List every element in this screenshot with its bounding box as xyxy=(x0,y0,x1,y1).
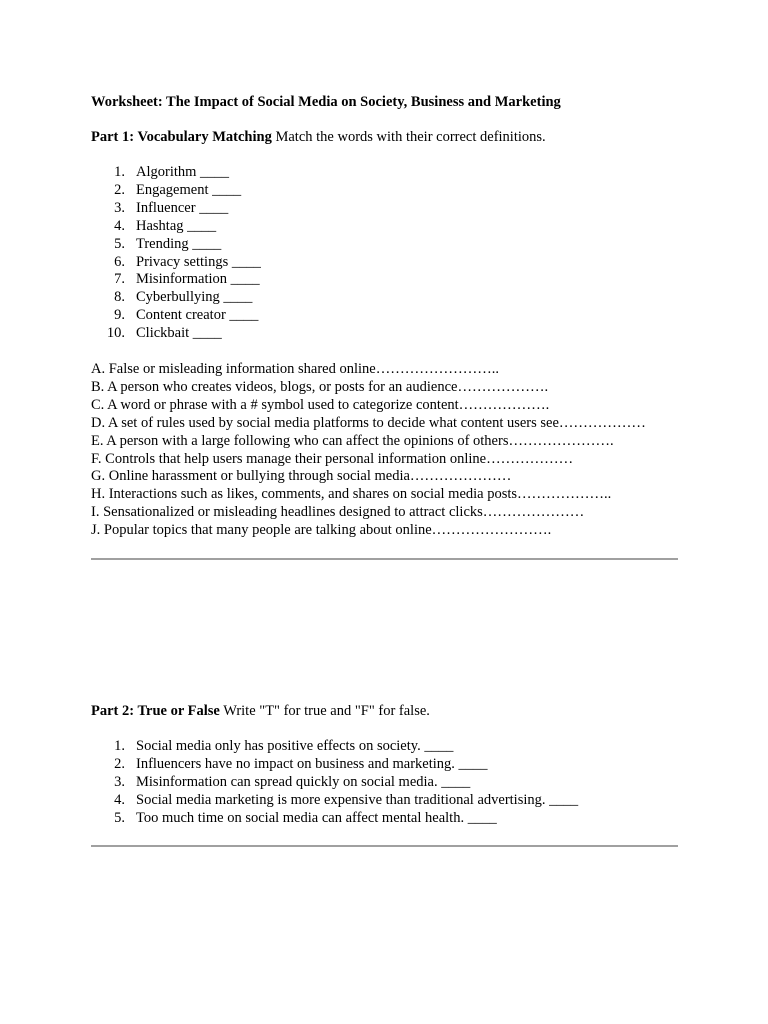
definition-item: E. A person with a large following who can affect the opinions of others…………………. xyxy=(91,432,614,449)
definition-item: D. A set of rules used by social media platforms to decide what content users see……………… xyxy=(91,414,646,431)
true-false-item xyxy=(91,792,578,810)
definition-item: H. Interactions such as likes, comments, and shares on social media posts……………….. xyxy=(91,486,612,503)
definitions-list xyxy=(91,361,646,540)
section-divider xyxy=(91,845,678,847)
part2-instruction: Write "T" for true and "F" for false. xyxy=(219,703,430,719)
term-number: 7. xyxy=(114,271,125,288)
term-text: Influencer ____ xyxy=(136,199,229,216)
term-text: Trending ____ xyxy=(136,235,222,252)
part1-instruction: Match the words with their correct definitions. xyxy=(271,129,546,145)
definition-item: G. Online harassment or bullying through social media………………… xyxy=(91,468,512,485)
term-text: Content creator ____ xyxy=(136,307,259,324)
part1-heading: Part 1: Vocabulary Matching xyxy=(91,129,272,145)
statement-number: 2. xyxy=(114,755,125,772)
vocab-term xyxy=(91,218,261,236)
vocab-term xyxy=(91,325,261,343)
term-number: 10. xyxy=(106,325,125,342)
statement-number: 5. xyxy=(114,809,125,826)
definition-item: A. False or misleading information shared online…………………….. xyxy=(91,361,499,377)
vocabulary-terms-list xyxy=(91,164,261,343)
term-number: 1. xyxy=(114,164,125,180)
true-false-item xyxy=(91,810,578,828)
term-text: Privacy settings ____ xyxy=(136,253,261,270)
vocab-term xyxy=(91,289,261,307)
term-number: 3. xyxy=(114,199,125,216)
vocab-term xyxy=(91,271,261,289)
vocab-term xyxy=(91,164,261,182)
vocab-term xyxy=(91,200,261,218)
definition-item: J. Popular topics that many people are talking about online……………………. xyxy=(91,522,552,539)
term-text: Cyberbullying ____ xyxy=(136,289,253,306)
term-number: 2. xyxy=(114,181,125,198)
statement-text: Influencers have no impact on business and marketing. ____ xyxy=(136,755,488,772)
term-text: Clickbait ____ xyxy=(136,325,222,342)
vocab-term xyxy=(91,254,261,272)
term-number: 4. xyxy=(114,217,125,234)
term-text: Misinformation ____ xyxy=(136,271,260,288)
statement-number: 3. xyxy=(114,773,125,790)
part1-heading-line xyxy=(91,128,546,146)
statement-text: Too much time on social media can affect mental health. ____ xyxy=(136,809,497,826)
definition-item: F. Controls that help users manage their personal information online……………… xyxy=(91,450,574,467)
section-divider xyxy=(91,558,678,560)
term-number: 5. xyxy=(114,235,125,252)
definition-item: I. Sensationalized or misleading headlines designed to attract clicks………………… xyxy=(91,504,585,521)
true-false-item xyxy=(91,738,578,756)
definition-item: C. A word or phrase with a # symbol used to categorize content………………. xyxy=(91,396,550,413)
true-false-list xyxy=(91,738,578,828)
vocab-term xyxy=(91,182,261,200)
true-false-item xyxy=(91,756,578,774)
statement-text: Misinformation can spread quickly on social media. ____ xyxy=(136,773,471,790)
vocab-term xyxy=(91,307,261,325)
part2-heading-line xyxy=(91,702,430,720)
statement-number: 1. xyxy=(114,738,125,754)
worksheet-title: Worksheet: The Impact of Social Media on Society, Business and Marketing xyxy=(91,94,561,110)
term-number: 8. xyxy=(114,289,125,306)
statement-text: Social media marketing is more expensive than traditional advertising. ____ xyxy=(136,791,579,808)
part2-heading: Part 2: True or False xyxy=(91,703,220,719)
term-number: 6. xyxy=(114,253,125,270)
term-number: 9. xyxy=(114,307,125,324)
term-text: Hashtag ____ xyxy=(136,217,217,234)
statement-number: 4. xyxy=(114,791,125,808)
definition-item: B. A person who creates videos, blogs, or posts for an audience………………. xyxy=(91,378,549,395)
term-text: Algorithm ____ xyxy=(136,164,230,180)
statement-text: Social media only has positive effects on society. ____ xyxy=(136,738,454,754)
true-false-item xyxy=(91,774,578,792)
vocab-term xyxy=(91,236,261,254)
term-text: Engagement ____ xyxy=(136,181,242,198)
